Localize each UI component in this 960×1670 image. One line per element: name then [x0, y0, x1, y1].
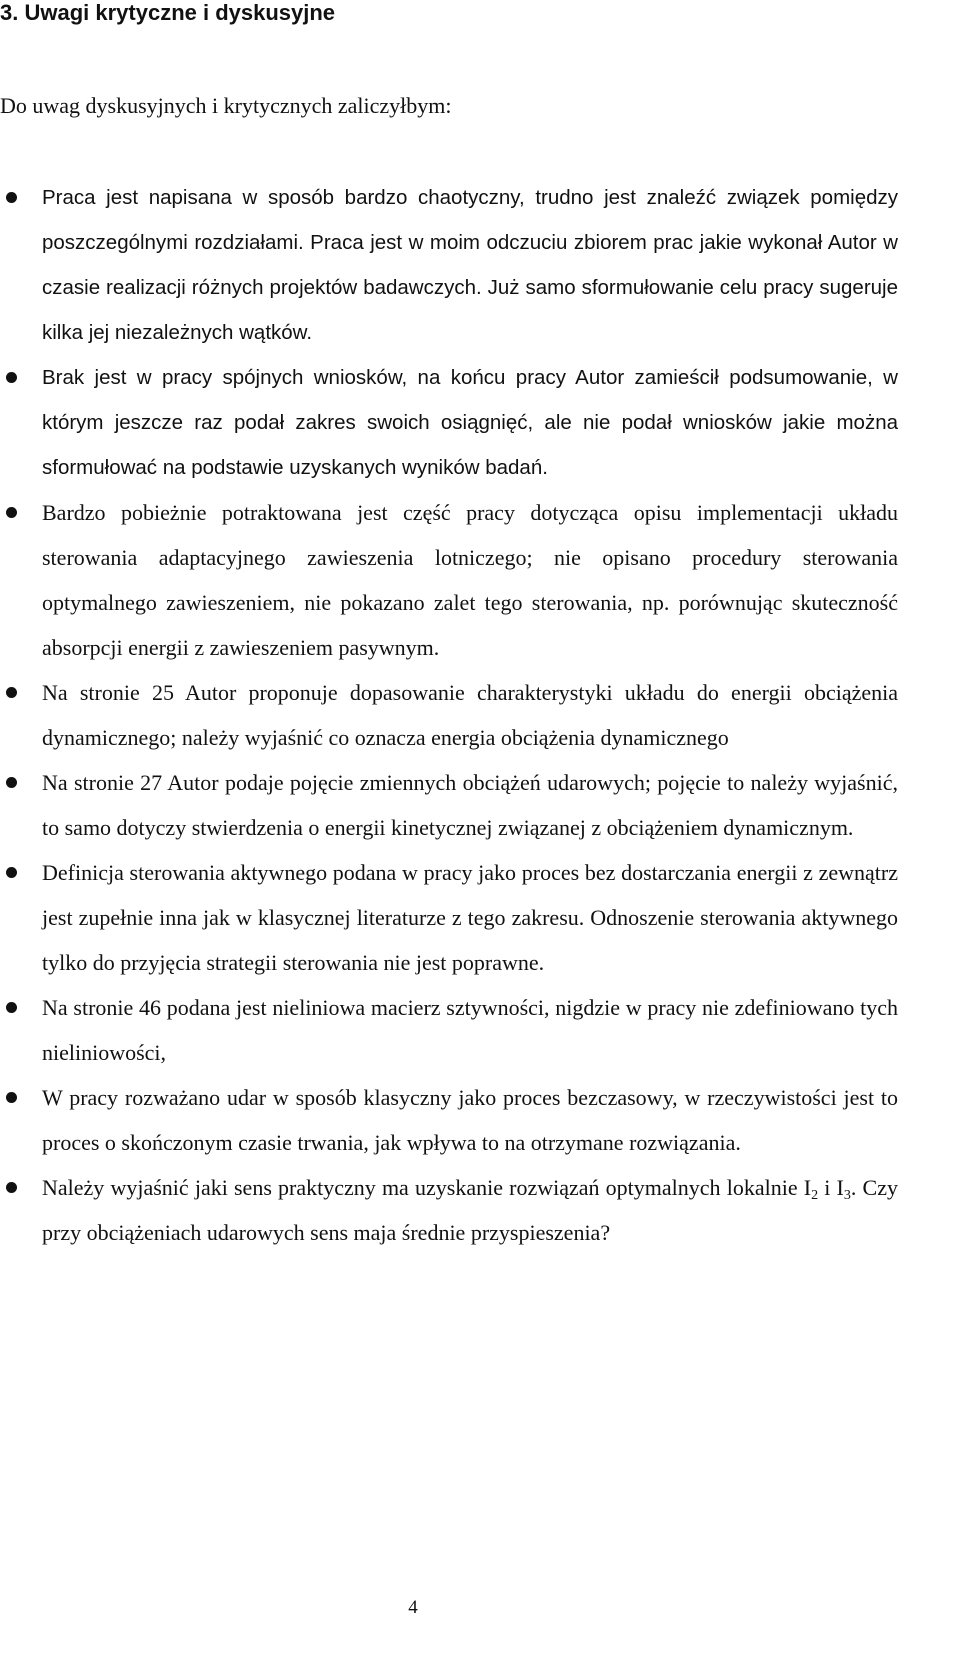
list-item: [0, 1165, 898, 1255]
subscript-3: 3: [843, 1188, 851, 1203]
list-item: [0, 985, 898, 1075]
bullet-icon: [6, 1092, 17, 1103]
list-item-text: Definicja sterowania aktywnego podana w pracy jako proces bez dostarczania energii z zewnątrz jest zupełnie inna jak w klasycznej literaturze z tego zakresu. Odnoszenie sterowania aktywnego tylko do przyjęcia strategii sterowania nie jest poprawne.: [42, 860, 898, 975]
page-number: 4: [408, 1597, 418, 1618]
bullet-icon: [6, 1002, 17, 1013]
criticism-list: [0, 175, 898, 1255]
list-item-text: Brak jest w pracy spójnych wniosków, na końcu pracy Autor zamieścił podsumowanie, w którym jeszcze raz podał zakres swoich osiągnięć, ale nie podał wniosków jakie można sformułować na podstawie uzyskanych wyników badań.: [42, 366, 898, 479]
list-item-text: Na stronie 27 Autor podaje pojęcie zmiennych obciążeń udarowych; pojęcie to należy wyjaśnić, to samo dotyczy stwierdzenia o energii kinetycznej związanej z obciążeniem dynamicznym.: [42, 770, 898, 840]
list-item: [0, 760, 898, 850]
list-item: [0, 490, 898, 670]
list-item-text-before: Należy wyjaśnić jaki sens praktyczny ma uzyskanie rozwiązań optymalnych lokalnie I: [42, 1175, 812, 1200]
list-item-text: Praca jest napisana w sposób bardzo chaotyczny, trudno jest znaleźć związek pomiędzy poszczególnymi rozdziałami. Praca jest w moim odczuciu zbiorem prac jakie wykonał Autor w czasie realizacji różnych projektów badawczych. Już samo sformułowanie celu pracy sugeruje kilka jej niezależnych wątków.: [42, 186, 898, 344]
list-item-text: Na stronie 46 podana jest nieliniowa macierz sztywności, nigdzie w pracy nie zdefiniowano tych nieliniowości,: [42, 995, 898, 1065]
list-item: [0, 1075, 898, 1165]
subscript-2: 2: [811, 1188, 819, 1203]
list-item: [0, 850, 898, 985]
bullet-icon: [6, 372, 17, 383]
list-item-text-mid: i I: [818, 1175, 844, 1200]
list-item-text: W pracy rozważano udar w sposób klasyczny jako proces bezczasowy, w rzeczywistości jest to proces o skończonym czasie trwania, jak wpływa to na otrzymane rozwiązania.: [42, 1085, 898, 1155]
bullet-icon: [6, 192, 17, 203]
bullet-icon: [6, 867, 17, 878]
bullet-icon: [6, 777, 17, 788]
bullet-icon: [6, 507, 17, 518]
bullet-icon: [6, 687, 17, 698]
list-item-text-after: . Czy przy obciążeniach udarowych sens maja średnie przyspieszenia?: [42, 1175, 898, 1245]
intro-paragraph: Do uwag dyskusyjnych i krytycznych zaliczyłbym:: [0, 93, 452, 118]
list-item: [0, 670, 898, 760]
bullet-icon: [6, 1182, 17, 1193]
list-item-text: Na stronie 25 Autor proponuje dopasowanie charakterystyki układu do energii obciążenia dynamicznego; należy wyjaśnić co oznacza energia obciążenia dynamicznego: [42, 680, 898, 750]
list-item: [0, 355, 898, 490]
list-item: [0, 175, 898, 355]
section-heading: 3. Uwagi krytyczne i dyskusyjne: [0, 0, 336, 25]
list-item-text: Bardzo pobieżnie potraktowana jest część pracy dotycząca opisu implementacji układu sterowania adaptacyjnego zawieszenia lotniczego; nie opisano procedury sterowania optymalnego zawieszeniem, nie pokazano zalet tego sterowania, np. porównując skuteczność absorpcji energii z zawieszeniem pasywnym.: [42, 500, 898, 660]
